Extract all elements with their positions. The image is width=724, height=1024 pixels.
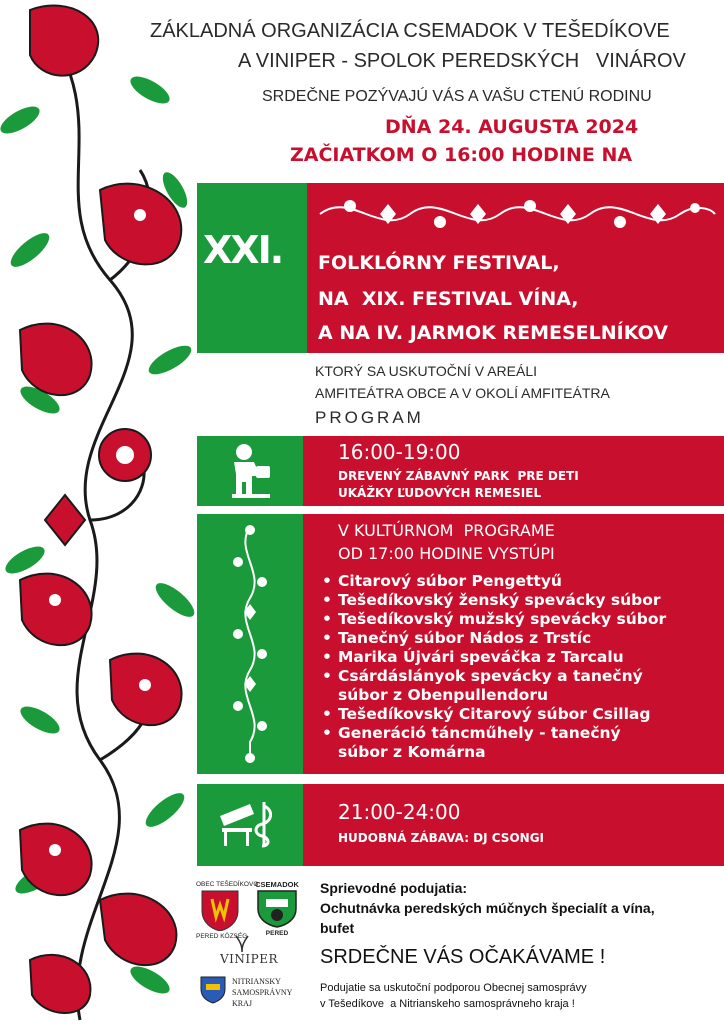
support-line-1: Podujatie sa uskutoční podporou Obecnej samosprávy <box>320 982 587 994</box>
venue-line-2: AMFITEÁTRA OBCE A V OKOLÍ AMFITEÁTRA <box>315 385 610 401</box>
side-events-line-1: Ochutnávka peredských múčnych špecialít a vína, <box>320 900 655 916</box>
venue-line-1: KTORÝ SA USKUTOČNÍ V AREÁLI <box>315 363 537 379</box>
kraj-label-2: SAMOSPRÁVNY <box>232 988 293 997</box>
welcome-message: SRDEČNE VÁS OČAKÁVAME ! <box>320 946 606 968</box>
block2-title-2: OD 17:00 HODINE VYSTÚPI <box>338 544 555 563</box>
side-events-line-2: bufet <box>320 920 355 936</box>
performer-item: • Csárdáslányok spevácky a tanečný <box>322 667 722 686</box>
piano-music-icon <box>218 800 276 850</box>
festival-line-2: NA XIX. FESTIVAL VÍNA, <box>318 288 579 310</box>
obec-logo-bottom-caption: PERED KÖZSÉG <box>196 933 248 940</box>
csemadok-logo-icon <box>256 889 298 929</box>
invitation-line: SRDEČNE POZÝVAJÚ VÁS A VAŠU CTENÚ RODINU <box>262 88 652 105</box>
festival-line-1: FOLKLÓRNY FESTIVAL, <box>318 252 560 274</box>
block1-time: 16:00-19:00 <box>338 440 461 464</box>
performer-item: • Marika Újvári speváčka z Tarcalu <box>322 648 722 667</box>
folk-ornament-left <box>0 0 200 1024</box>
children-playing-icon <box>228 440 274 502</box>
viniper-logo-text: VINIPER <box>220 952 279 966</box>
obec-coat-of-arms-icon <box>200 889 240 931</box>
performers-list <box>322 572 722 762</box>
obec-logo-top-caption: OBEC TEŠEDÍKOVO <box>196 881 259 888</box>
organizer-line-1: ZÁKLADNÁ ORGANIZÁCIA CSEMADOK V TEŠEDÍKOVE <box>150 20 670 42</box>
organizer-line-2: A VINIPER - SPOLOK PEREDSKÝCH VINÁROV <box>238 50 686 72</box>
performer-item: • Tanečný súbor Nádos z Trstíc <box>322 629 722 648</box>
performer-item: • Tešedíkovský ženský spevácky súbor <box>322 591 722 610</box>
block3-time: 21:00-24:00 <box>338 800 461 824</box>
event-date: DŇA 24. AUGUSTA 2024 <box>385 116 639 138</box>
support-line-2: v Tešedíkove a Nitrianskeho samosprávneho kraja ! <box>320 998 575 1010</box>
block1-line-2: UKÁŽKY ĽUDOVÝCH REMESIEL <box>338 486 542 500</box>
performer-item: súbor z Komárna <box>338 743 486 761</box>
kraj-coat-of-arms-icon <box>200 976 226 1004</box>
performer-item: • Tešedíkovský Citarový súbor Csillag <box>322 705 722 724</box>
ornament-vertical-icon <box>230 522 270 766</box>
viniper-logo-icon <box>232 934 252 954</box>
performer-item: • Citarový súbor Pengettyű <box>322 572 722 591</box>
edition-number: XXI. <box>203 228 283 272</box>
block3-line-1: HUDOBNÁ ZÁBAVA: DJ CSONGI <box>338 831 545 845</box>
block3-panel <box>303 784 724 866</box>
performer-item: • Generáció táncműhely - tanečný <box>322 724 722 743</box>
kraj-label-3: KRAJ <box>232 999 253 1008</box>
side-events-label: Sprievodné podujatia: <box>320 880 468 896</box>
kraj-label-1: NITRIANSKY <box>232 977 281 986</box>
performer-item: • Tešedíkovský mužský spevácky súbor <box>322 610 722 629</box>
performer-item: súbor z Obenpullendoru <box>338 686 549 704</box>
ornament-band <box>310 186 720 242</box>
block2-title-1: V KULTÚRNOM PROGRAME <box>338 521 555 540</box>
csemadok-logo-top-caption: CSEMADOK <box>255 880 299 889</box>
csemadok-logo-bottom-caption: PERED <box>265 930 289 937</box>
program-heading: PROGRAM <box>315 408 424 427</box>
block1-line-1: DREVENÝ ZÁBAVNÝ PARK PRE DETI <box>338 469 579 483</box>
event-start: ZAČIATKOM O 16:00 HODINE NA <box>290 144 633 166</box>
festival-line-3: A NA IV. JARMOK REMESELNÍKOV <box>318 322 668 344</box>
